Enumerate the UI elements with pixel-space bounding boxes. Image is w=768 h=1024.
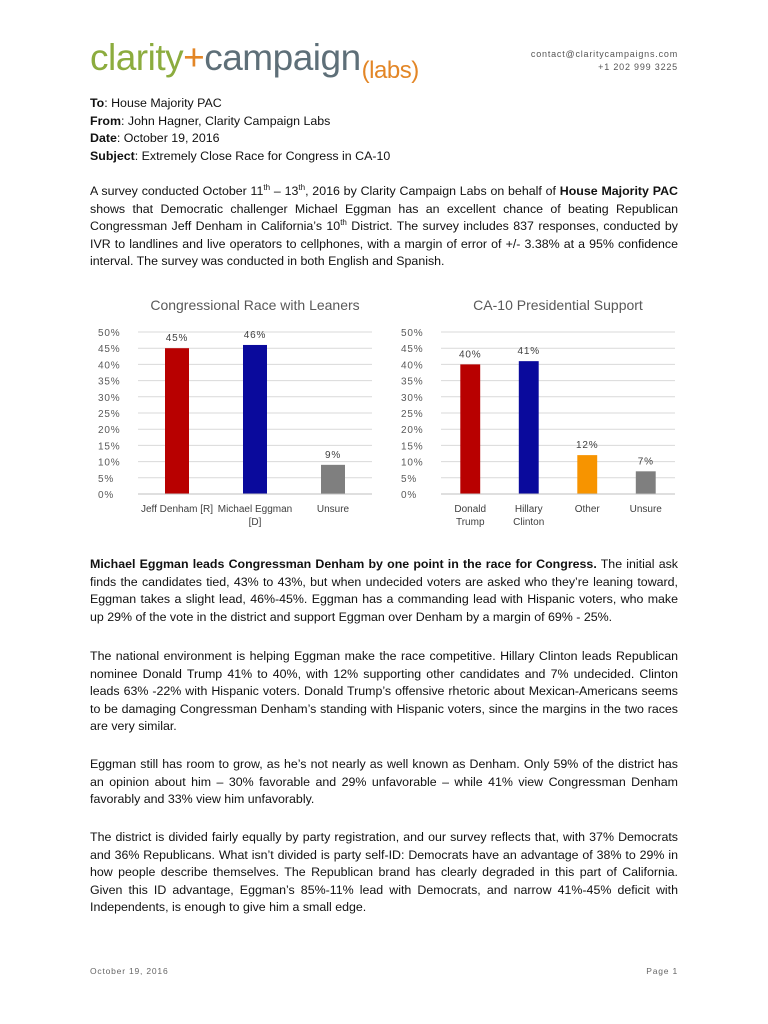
intro-client-name: House Majority PAC [559,184,678,198]
y-tick-label: 25% [401,409,424,420]
x-category-label-line: Michael Eggman [217,504,293,515]
x-category-label [630,504,663,515]
footer-date: October 19, 2016 [90,966,169,976]
x-category-label [141,504,213,515]
paragraph-national-environment: The national environment is helping Eggman make the race competitive. Hillary Clinton leads Republican nominee Donald Trump 41% to 40%, with 12% supporting other candidates and 7% undecided. Clinton leads 63% -22% with Hispanic voters. Donald Trump’s offensive rhetoric about Mexican-Americans seems to be damaging Congressman Denham’s standing with Hispanic voters, since the margins in the two races are very similar. [90,649,678,734]
bar-jeff-denham-r [165,348,189,494]
bar-other [577,455,597,494]
footer-page-number: Page 1 [646,966,678,976]
logo-plus: + [183,37,205,78]
bar-hillary-clinton [519,361,539,494]
y-tick-label: 40% [98,360,121,372]
logo-word-labs: (labs) [361,57,419,84]
paragraph-eggman-leads-bold: Michael Eggman leads Congressman Denham by one point in the race for Congress. [90,557,597,571]
x-category-label-line: Trump [455,517,485,528]
memo-subject-value: : Extremely Close Race for Congress in CA-10 [134,148,391,163]
y-tick-label: 45% [98,344,121,356]
paragraph-party-registration: The district is divided fairly equally by party registration, and our survey reflects that, with 37% Democrats and 36% Republicans. What isn’t divided is party self-ID: Democrats have an advantage of 38% to 29% in how people describe themselves. The Republican brand has clearly degraded in this part of California. Given this ID advantage, Eggman’s 85%-11% lead with Democrats, and narrow 41%-45% deficit with Independents, is enough to give him a small edge. [90,830,678,915]
x-category-label-line: Unsure [629,504,662,515]
x-category-label-line: Other [574,504,600,515]
clarity-campaign-labs-logo [90,36,419,85]
y-tick-label: 0% [401,490,418,501]
y-tick-label: 5% [98,473,115,485]
intro-text-4: shows that Democratic challenger Michael Eggman has an excellent chance of beating Republican Congressman Jeff Denham in California’s 10 [90,201,678,234]
memo-header [90,95,390,165]
x-category-label [317,504,350,515]
memo-date [90,130,390,148]
x-category-label-line: Clinton [513,517,545,528]
contact-email[interactable]: contact@claritycampaigns.com [530,49,678,59]
memo-date-value: : October 19, 2016 [116,131,220,145]
intro-paragraph [90,183,678,271]
x-category-label [575,504,601,515]
paragraph-room-to-grow: Eggman still has room to grow, as he’s not nearly as well known as Denham. Only 59% of the district has an opinion about him – 30% favorable and 29% unfavorable – while 41% view Congressman Denham favorably and 33% view him unfavorably. [90,757,678,807]
paragraph-eggman-leads-text: The initial ask finds the candidates tied, 43% to 43%, but when undecided voters are asked who they’re leaning toward, Eggman takes a slight lead, 46%-45%. Eggman has a commanding lead with Hispanic voters, who make up 29% of the vote in the district and support Eggman over Denham by a margin of 69% - 25%. [90,557,678,624]
chart-congressional-race-svg [90,292,380,537]
y-tick-label: 20% [401,425,424,437]
y-tick-label: 45% [401,344,424,356]
data-label: 7% [637,456,654,468]
y-tick-label: 20% [98,425,121,437]
chart-congressional-race [90,292,380,537]
y-tick-label: 35% [401,376,424,388]
x-category-label [218,504,292,528]
y-tick-label: 10% [98,457,121,469]
logo-word-clarity: clarity [90,37,184,78]
x-category-label-line: [D] [248,517,262,528]
y-tick-label: 35% [98,376,121,388]
data-label: 46% [243,329,267,341]
y-tick-label: 25% [98,409,121,420]
bar-unsure [321,465,345,494]
y-tick-label: 15% [401,441,424,453]
y-tick-label: 50% [401,328,424,339]
y-tick-label: 15% [98,441,121,453]
intro-text-1: A survey conducted October 11 [90,184,264,198]
data-label: 45% [165,333,189,345]
x-category-label-line: Jeff Denham [R] [140,504,214,515]
x-category-label [513,504,544,528]
memo-subject-label: Subject [90,148,135,163]
logo-word-campaign: campaign [204,37,361,78]
paragraph-eggman-leads [90,556,678,626]
bar-unsure [636,471,656,494]
chart-presidential-support [393,292,683,537]
y-tick-label: 10% [401,457,424,469]
memo-date-label: Date [90,131,117,145]
memo-to-label: To [90,96,105,110]
data-label: 40% [459,349,482,361]
intro-text-3: , 2016 by Clarity Campaign Labs on behalf of [305,184,560,198]
memo-to-value: : House Majority PAC [104,96,222,110]
intro-text-2: – 13 [270,184,299,198]
intro-sup-2: th [298,182,306,192]
intro-text-5: District. The survey includes 837 responses, conducted by IVR to landlines and live operators to cellphones, with a margin of error of +/- 3.38% at a 95% confidence interval. The survey was conducted in both English and Spanish. [90,219,678,269]
x-category-label [454,504,486,528]
memo-subject [90,148,390,166]
memo-from [90,113,390,131]
bar-donald-trump [460,364,480,494]
x-category-label-line: Donald [454,504,487,515]
contact-block [531,48,678,74]
data-label: 12% [576,440,599,452]
y-tick-label: 30% [98,392,121,404]
intro-sup-1: th [263,182,271,192]
y-tick-label: 30% [401,392,424,404]
chart-title: Congressional Race with Leaners [150,297,360,313]
y-tick-label: 40% [401,360,424,372]
y-tick-label: 50% [98,328,121,339]
bar-michael-eggman-d [243,345,267,494]
x-category-label-line: Unsure [316,504,350,515]
y-tick-label: 5% [401,473,418,485]
contact-phone: +1 202 999 3225 [598,62,678,72]
chart-presidential-support-svg [393,292,683,537]
chart-title: CA-10 Presidential Support [473,297,643,313]
memo-to [90,95,390,113]
memo-from-label: From [90,113,121,128]
intro-sup-3: th [340,218,347,228]
x-category-label-line: Hillary [514,504,543,515]
y-tick-label: 0% [98,490,115,501]
data-label: 41% [517,346,540,358]
memo-from-value: : John Hagner, Clarity Campaign Labs [120,113,331,128]
data-label: 9% [324,449,342,461]
